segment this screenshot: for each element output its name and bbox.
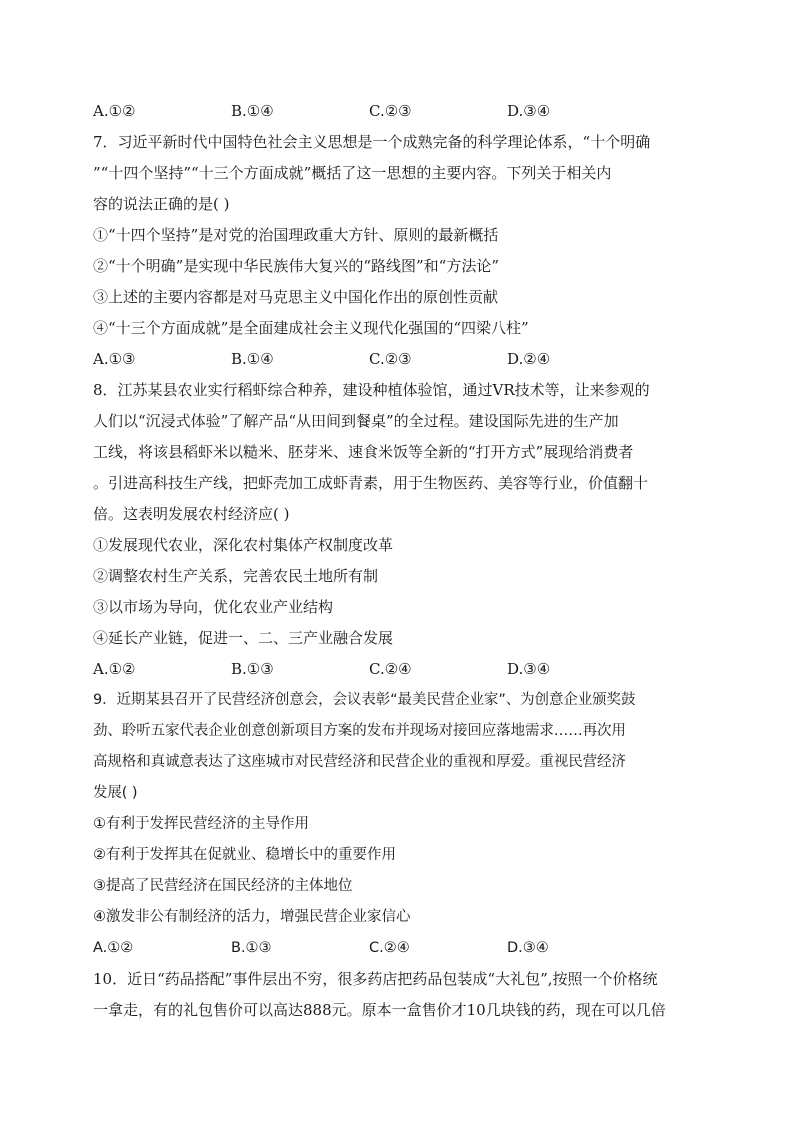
q10-stem-line-2: 一拿走，有的礼包售价可以高达888元。原本一盒售价才10几块钱的药，现在可以几倍 [93,1001,666,1019]
q9-option-a: A.①② [93,940,134,956]
q8-stem-line-3: 工线，将该县稻虾米以糙米、胚芽米、速食米饭等全新的“打开方式”展现给消费者 [93,443,634,461]
q9-stem-line-1: 9．近期某县召开了民营经济创意会，会议表彰“最美民营企业家”、为创意企业颁奖鼓 [93,692,636,708]
q9-statement-3: ③提高了民营经济在国民经济的主体地位 [93,878,353,894]
q7-statement-4: ④“十三个方面成就”是全面建成社会主义现代化强国的“四梁八柱” [93,319,529,337]
q6-options [93,96,703,127]
q9-option-b: B.①③ [231,940,272,956]
q8-statement-4: ④延长产业链，促进一、二、三产业融合发展 [93,629,394,647]
q7-statement-3: ③上述的主要内容都是对马克思主义中国化作出的原创性贡献 [93,288,499,306]
q9-stem-line-3: 高规格和真诚意表达了这座城市对民营经济和民营企业的重视和厚爱。重视民营经济 [93,754,626,770]
question-7 [93,127,703,375]
q7-stem-line-2: ”“十四个坚持”“十三个方面成就”概括了这一思想的主要内容。下列关于相关内 [93,164,612,182]
q8-option-a: A.①② [93,660,136,678]
q8-stem-line-2: 人们以“沉浸式体验”了解产品“从田间到餐桌”的全过程。建设国际先进的生产加 [93,412,619,430]
q9-stem-line-4: 发展( ) [93,785,138,801]
q9-option-c: C.②④ [369,940,410,956]
exam-page [93,96,703,1026]
q6-option-b: B.①④ [231,102,274,120]
q7-statement-1: ①“十四个坚持”是对党的治国理政重大方针、原则的最新概括 [93,226,499,244]
q7-options [93,344,703,375]
q6-option-a: A.①② [93,102,136,120]
q8-stem-line-1: 8．江苏某县农业实行稻虾综合种养，建设种植体验馆，通过VR技术等，让来参观的 [93,381,650,399]
q7-option-d: D.②④ [507,350,551,368]
q9-option-d: D.③④ [507,940,549,956]
q7-stem-line-1: 7．习近平新时代中国特色社会主义思想是一个成熟完备的科学理论体系，“十个明确 [93,133,651,151]
question-8 [93,375,703,685]
q7-option-b: B.①④ [231,350,274,368]
q9-options [93,933,703,964]
q6-option-d: D.③④ [507,102,551,120]
q8-stem-line-4: 。引进高科技生产线，把虾壳加工成虾青素，用于生物医药、美容等行业，价值翻十 [93,474,649,492]
q7-option-a: A.①③ [93,350,136,368]
q9-statement-4: ④激发非公有制经济的活力，增强民营企业家信心 [93,909,411,925]
q8-option-c: C.②④ [369,660,412,678]
q8-statement-2: ②调整农村生产关系，完善农民土地所有制 [93,567,379,585]
q9-stem-line-2: 劲、聆听五家代表企业创意创新项目方案的发布并现场对接回应落地需求……再次用 [93,723,626,739]
question-9 [93,685,703,964]
q6-option-c: C.②③ [369,102,412,120]
q8-option-d: D.③④ [507,660,551,678]
q8-stem-line-5: 倍。这表明发展农村经济应( ) [93,505,290,523]
q7-statement-2: ②“十个明确”是实现中华民族伟大复兴的“路线图”和“方法论” [93,257,500,275]
q9-statement-1: ①有利于发挥民营经济的主导作用 [93,816,309,832]
q8-statement-1: ①发展现代农业，深化农村集体产权制度改革 [93,536,394,554]
q10-stem-line-1: 10．近日“药品搭配”事件层出不穷，很多药店把药品包装成“大礼包”,按照一个价格统 [93,970,658,988]
q8-options [93,654,703,685]
q7-option-c: C.②③ [369,350,412,368]
q7-stem-line-3: 容的说法正确的是( ) [93,195,230,213]
q8-statement-3: ③以市场为导向，优化农业产业结构 [93,598,334,616]
q8-option-b: B.①③ [231,660,274,678]
question-10 [93,964,703,1026]
q9-statement-2: ②有利于发挥其在促就业、稳增长中的重要作用 [93,847,396,863]
